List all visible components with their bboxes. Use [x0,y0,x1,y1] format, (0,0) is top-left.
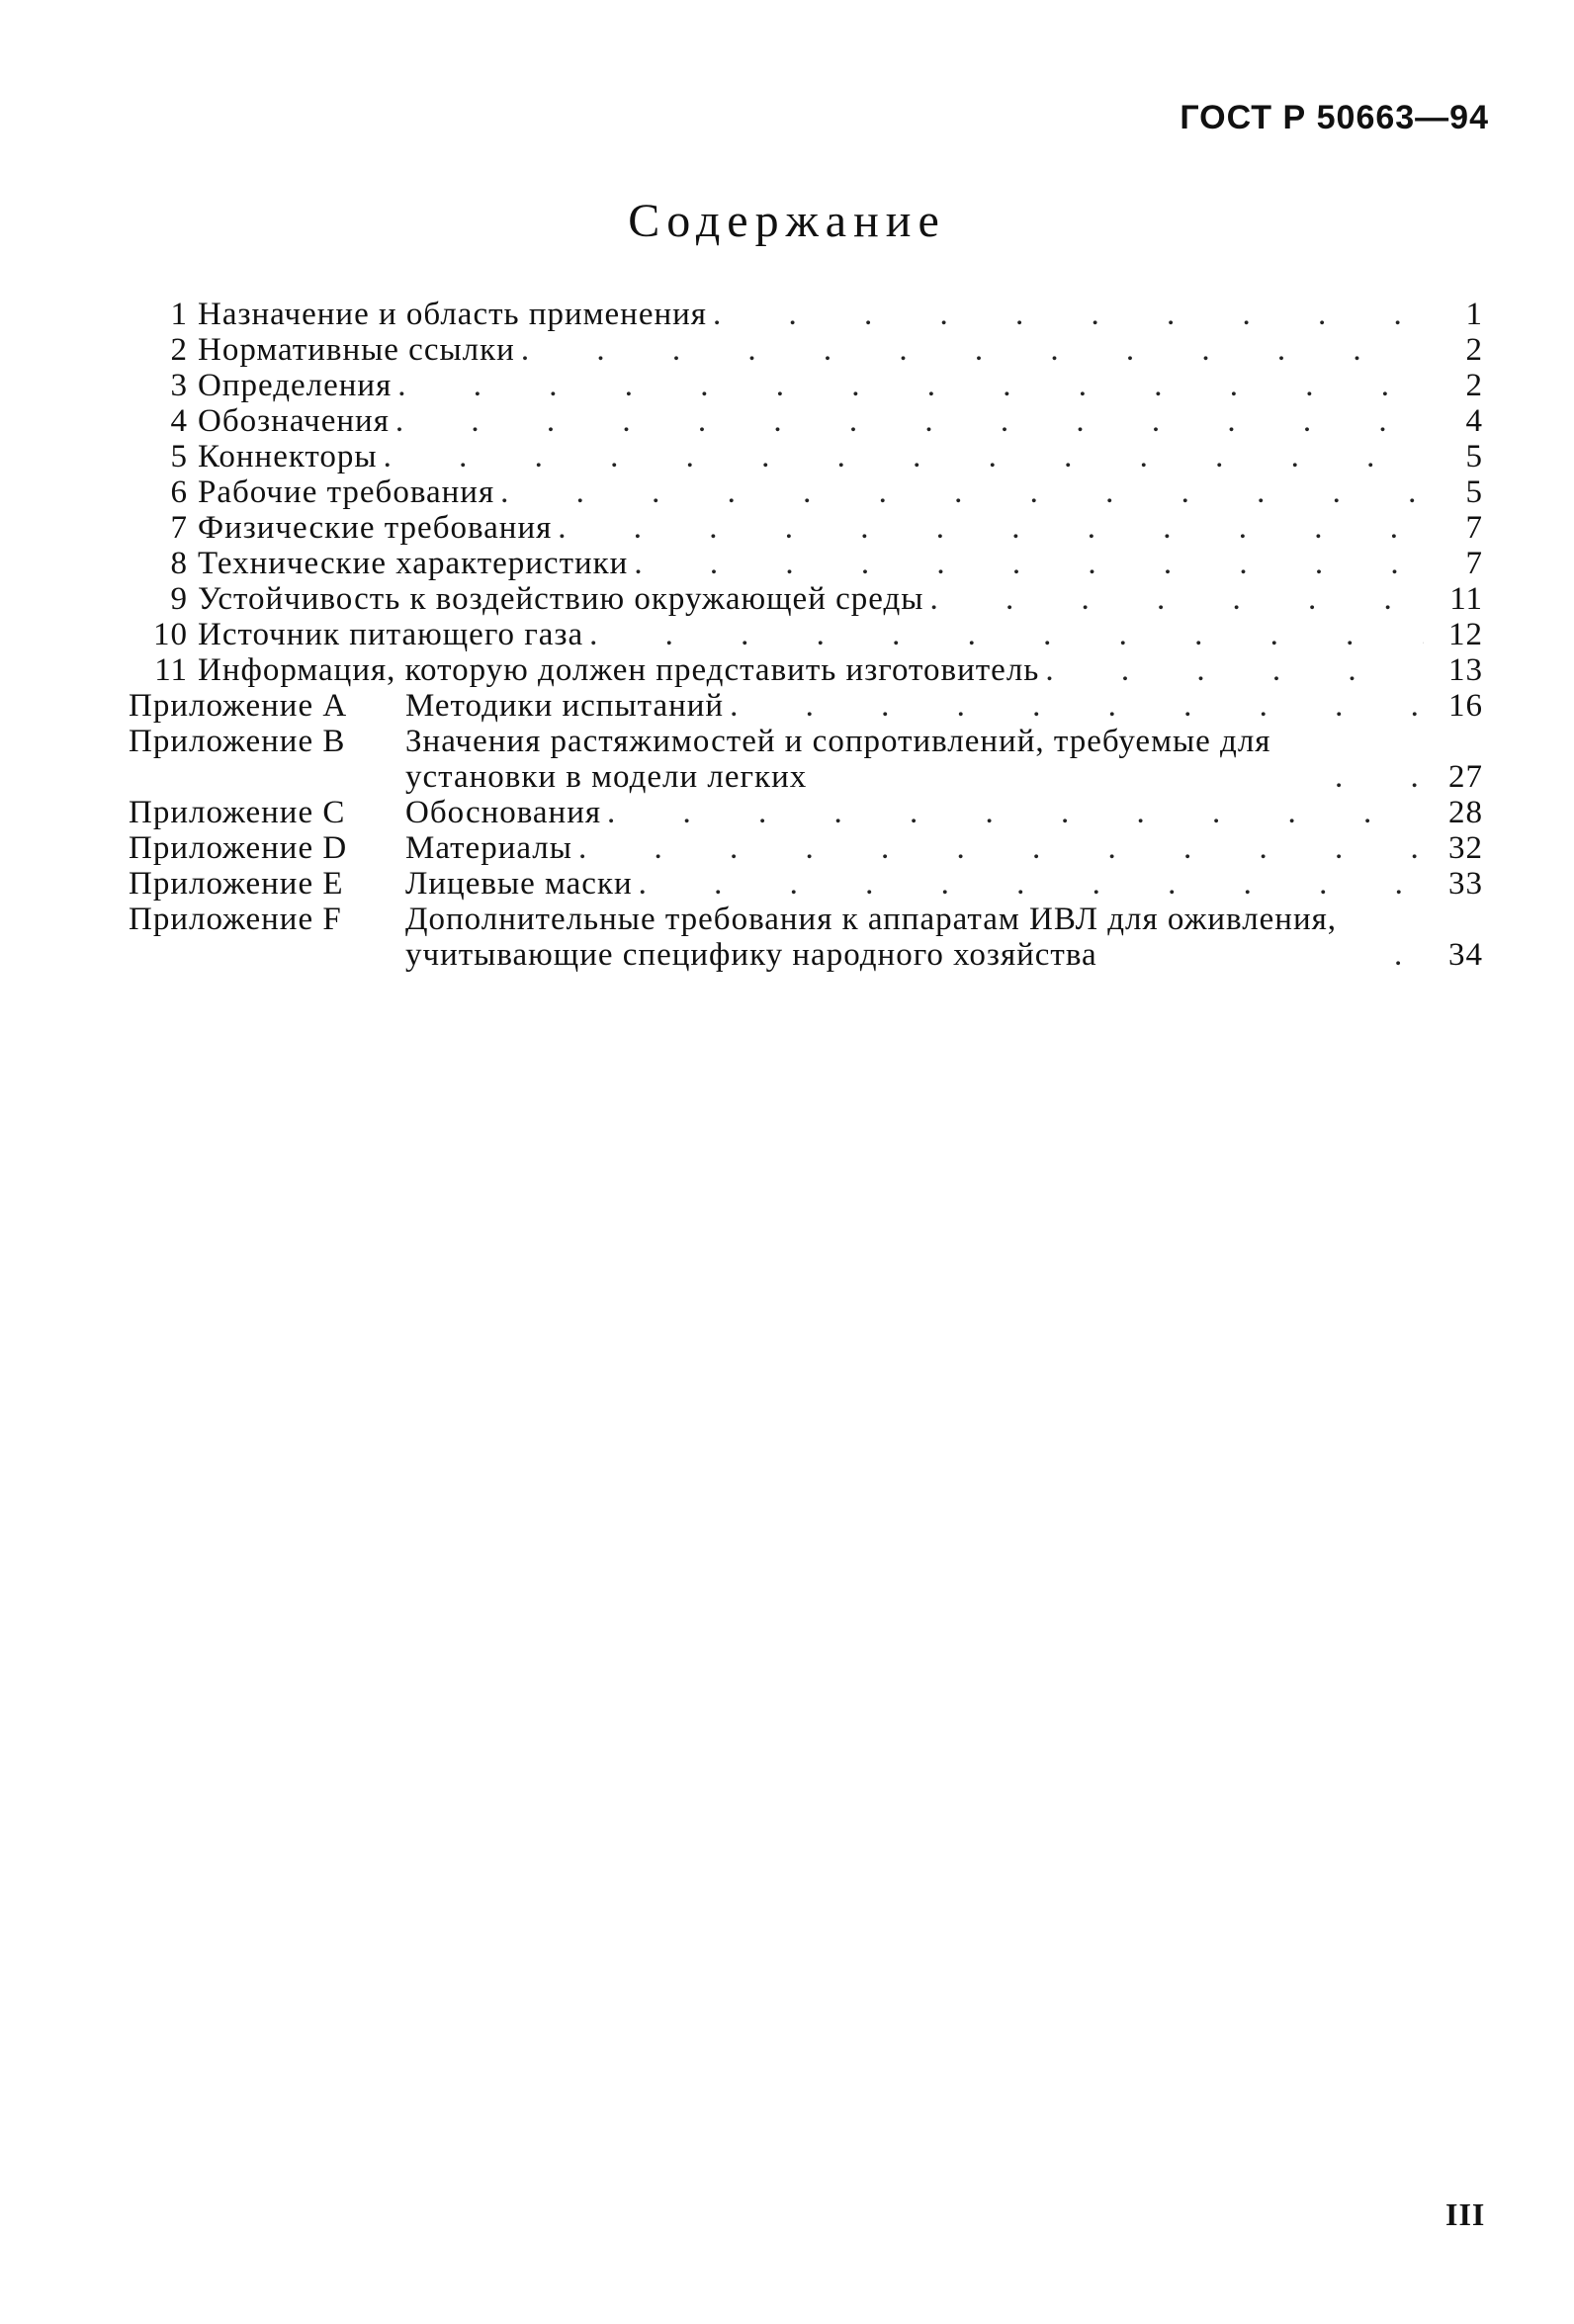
section-number: 11 [154,652,188,688]
appendix-title: Дополнительные требования к аппаратам ИВЛ для оживления, учитывающие специфику народного хозяйства [405,902,1338,973]
page-number: 16 [1448,688,1483,724]
section-title: Устойчивость к воздействию окружающей среды [198,581,924,617]
toc-appendix-entry[interactable] [129,830,1483,866]
appendix-label: Приложение F [129,902,342,937]
page-title: Содержание [628,195,946,247]
dot-leader [395,403,1424,439]
section-number: 4 [170,403,188,439]
dot-leader [500,474,1424,510]
toc-entry[interactable] [129,403,1483,439]
section-title: Технические характеристики [198,546,629,581]
section-title: Определения [198,368,393,403]
section-number: 5 [170,439,188,474]
page-number: 11 [1449,581,1483,617]
page-number: 2 [1465,368,1483,403]
section-title: Обозначения [198,403,390,439]
appendix-title: Обоснования [405,795,602,830]
toc-entry[interactable] [129,297,1483,332]
section-title: Рабочие требования [198,474,495,510]
page-number: 7 [1465,510,1483,546]
appendix-title: Лицевые маски [405,866,633,902]
appendix-title: Значения растяжимостей и сопротивлений, требуемые для установки в модели легких [405,724,1271,795]
document-code: ГОСТ Р 50663—94 [1180,99,1489,136]
section-title: Источник питающего газа [198,617,584,652]
appendix-title: Материалы [405,830,572,866]
section-number: 9 [170,581,188,617]
toc-appendix-entry[interactable] [129,795,1483,830]
section-title: Физические требования [198,510,553,546]
section-number: 6 [170,474,188,510]
page-number: 32 [1448,830,1483,866]
appendix-label: Приложение В [129,724,346,759]
appendix-label: Приложение Е [129,866,344,902]
page-number: 28 [1448,795,1483,830]
dot-leader [929,581,1424,617]
page-number: 2 [1465,332,1483,368]
toc-entry[interactable] [129,581,1483,617]
dot-leader [397,368,1424,403]
toc-appendix-entry[interactable] [129,724,1483,795]
section-number: 8 [170,546,188,581]
section-number: 10 [153,617,188,652]
page-number: 33 [1448,866,1483,902]
toc-appendix-entry[interactable] [129,902,1483,973]
page-number: 5 [1465,474,1483,510]
page-number: 5 [1465,439,1483,474]
appendix-label: Приложение С [129,795,346,830]
dot-leader [1045,652,1424,688]
appendix-label: Приложение А [129,688,348,724]
dot-leader [634,546,1424,581]
toc-entry[interactable] [129,474,1483,510]
section-title: Назначение и область применения [198,297,707,332]
toc-entry[interactable] [129,439,1483,474]
toc-entry[interactable] [129,617,1483,652]
dot-leader [730,688,1424,724]
section-number: 7 [170,510,188,546]
toc-entry[interactable] [129,510,1483,546]
dot-leader [607,795,1424,830]
section-number: 1 [170,297,188,332]
section-title: Нормативные ссылки [198,332,515,368]
page-footer-number: III [1445,2196,1486,2232]
page-number: 1 [1465,297,1483,332]
toc-entry[interactable] [129,368,1483,403]
appendix-title: Методики испытаний [405,688,725,724]
section-number: 3 [170,368,188,403]
table-of-contents [129,297,1483,973]
page-number: 34 [1448,937,1483,973]
section-number: 2 [170,332,188,368]
toc-entry[interactable] [129,546,1483,581]
appendix-label: Приложение D [129,830,348,866]
page-number: 12 [1448,617,1483,652]
page-number: 7 [1465,546,1483,581]
section-title: Коннекторы [198,439,378,474]
dot-leader [589,617,1424,652]
dot-leader [639,866,1424,902]
dot-leader [1394,937,1424,973]
page-number: 13 [1448,652,1483,688]
toc-appendix-entry[interactable] [129,688,1483,724]
dot-leader [578,830,1424,866]
dot-leader [521,332,1424,368]
dot-leader [384,439,1424,474]
page-number: 27 [1448,759,1483,795]
dot-leader [558,510,1424,546]
dot-leader [1335,759,1424,795]
section-title: Информация, которую должен представить изготовитель [198,652,1040,688]
toc-entry[interactable] [129,332,1483,368]
toc-appendix-entry[interactable] [129,866,1483,902]
toc-entry[interactable] [129,652,1483,688]
dot-leader [713,297,1424,332]
page-number: 4 [1465,403,1483,439]
